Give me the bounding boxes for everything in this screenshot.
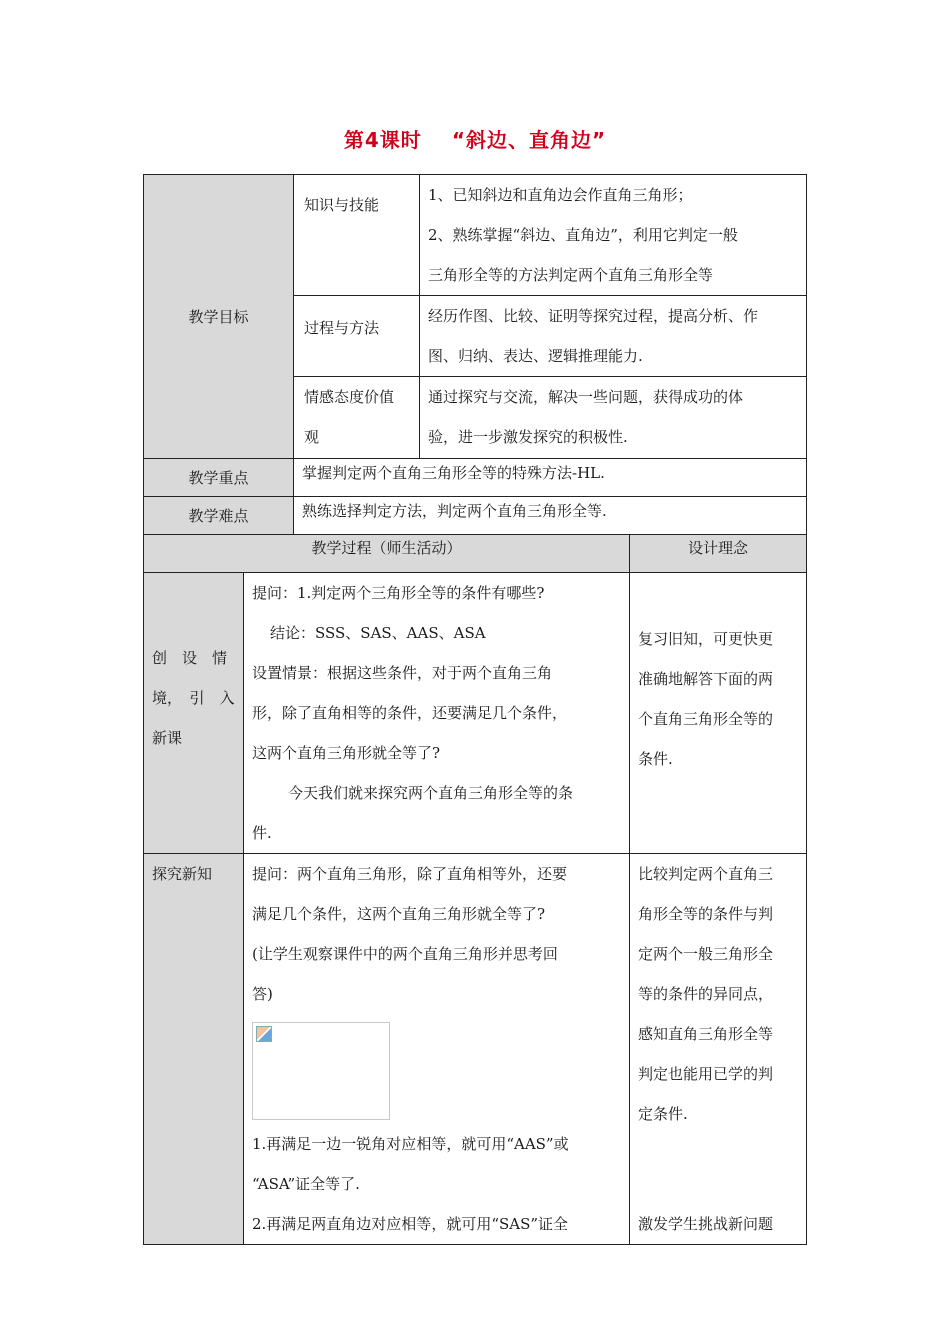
emotion-line: 通过探究与交流，解决一些问题，获得成功的体: [428, 388, 744, 406]
knowledge-label: 知识与技能: [304, 196, 380, 214]
key-point-content: [294, 459, 807, 497]
intro-line: 件.: [252, 824, 272, 842]
explore-label: [144, 854, 244, 1245]
explore-design-bottom: 激发学生挑战新问题: [638, 1215, 774, 1233]
explore-design-line: 角形全等的条件与判: [638, 905, 774, 923]
intro-line: 这两个直角三角形就全等了?: [252, 744, 441, 762]
process-header-text: 教学过程（师生活动）: [311, 539, 462, 557]
intro-label-line: 新课: [152, 729, 183, 747]
explore-line: “ASA”证全等了.: [252, 1175, 360, 1193]
knowledge-content: [420, 175, 807, 296]
explore-line: 2.再满足两直角边对应相等，就可用“SAS”证全: [252, 1215, 569, 1233]
intro-line: 形，除了直角相等的条件，还要满足几个条件，: [252, 704, 568, 722]
courseware-image-placeholder: [252, 1022, 390, 1120]
process-label: 过程与方法: [304, 319, 380, 337]
process-line: 经历作图、比较、证明等探究过程，提高分析、作: [428, 307, 759, 325]
difficulty-label: [144, 497, 294, 535]
section-header-row: [144, 535, 807, 573]
objectives-label: [144, 175, 294, 459]
process-header: [144, 535, 630, 573]
intro-label: [144, 573, 244, 854]
explore-line: 答): [252, 985, 273, 1003]
difficulty-label-text: 教学难点: [188, 507, 249, 525]
broken-image-icon: [256, 1026, 272, 1042]
process-label-cell: [294, 296, 420, 377]
key-point-row: [144, 459, 807, 497]
emotion-label: 情感态度价值: [304, 388, 395, 406]
explore-line: 提问：两个直角三角形，除了直角相等外，还要: [252, 865, 568, 883]
explore-row: [144, 854, 807, 1245]
process-content: [420, 296, 807, 377]
intro-line: 结论：SSS、SAS、AAS、ASA: [270, 624, 486, 642]
emotion-content: [420, 377, 807, 459]
objective-knowledge-row: [144, 175, 807, 296]
emotion-label: 观: [304, 428, 320, 446]
knowledge-line: 三角形全等的方法判定两个直角三角形全等: [428, 266, 714, 284]
intro-design: [630, 573, 807, 854]
intro-content: [244, 573, 630, 854]
difficulty-row: [144, 497, 807, 535]
explore-line: (让学生观察课件中的两个直角三角形并思考回: [252, 945, 558, 963]
page-title: [0, 124, 950, 153]
intro-design-line: 条件.: [638, 750, 673, 768]
intro-row: [144, 573, 807, 854]
key-point-label-text: 教学重点: [188, 469, 249, 487]
key-point-text: 掌握判定两个直角三角形全等的特殊方法-HL.: [302, 464, 605, 482]
difficulty-text: 熟练选择判定方法，判定两个直角三角形全等.: [302, 502, 607, 520]
difficulty-content: [294, 497, 807, 535]
lesson-number: 第4课时: [343, 128, 422, 152]
explore-label-text: 探究新知: [152, 865, 213, 883]
design-header: [630, 535, 807, 573]
knowledge-label-cell: [294, 175, 420, 296]
explore-design-line: 比较判定两个直角三: [638, 865, 774, 883]
emotion-line: 验，进一步激发探究的积极性.: [428, 428, 628, 446]
explore-design-line: 等的条件的异同点，: [638, 985, 774, 1003]
lesson-plan-table: [143, 174, 807, 1245]
explore-design-line: 定两个一般三角形全: [638, 945, 774, 963]
lesson-topic: “斜边、直角边”: [451, 128, 607, 152]
process-line: 图、归纳、表达、逻辑推理能力.: [428, 347, 643, 365]
intro-line: 设置情景：根据这些条件，对于两个直角三角: [252, 664, 553, 682]
emotion-label-cell: [294, 377, 420, 459]
knowledge-line: 1、已知斜边和直角边会作直角三角形；: [428, 186, 693, 204]
intro-label-line: 创 设 情: [152, 649, 228, 667]
design-header-text: 设计理念: [688, 539, 749, 557]
key-point-label: [144, 459, 294, 497]
explore-design: [630, 854, 807, 1245]
intro-design-line: 个直角三角形全等的: [638, 710, 774, 728]
explore-line: 满足几个条件，这两个直角三角形就全等了?: [252, 905, 546, 923]
explore-line: 1.再满足一边一锐角对应相等，就可用“AAS”或: [252, 1135, 569, 1153]
intro-design-line: 准确地解答下面的两: [638, 670, 774, 688]
intro-line: 提问：1.判定两个三角形全等的条件有哪些?: [252, 584, 545, 602]
knowledge-line: 2、熟练掌握“斜边、直角边”，利用它判定一般: [428, 226, 738, 244]
explore-design-line: 感知直角三角形全等: [638, 1025, 774, 1043]
explore-design-line: 判定也能用已学的判: [638, 1065, 774, 1083]
explore-content: [244, 854, 630, 1245]
intro-label-line: 境， 引 入: [152, 689, 235, 707]
objectives-label-text: 教学目标: [188, 308, 249, 326]
intro-design-line: 复习旧知，可更快更: [638, 630, 774, 648]
intro-line: 今天我们就来探究两个直角三角形全等的条: [288, 784, 574, 802]
explore-design-line: 定条件.: [638, 1105, 688, 1123]
